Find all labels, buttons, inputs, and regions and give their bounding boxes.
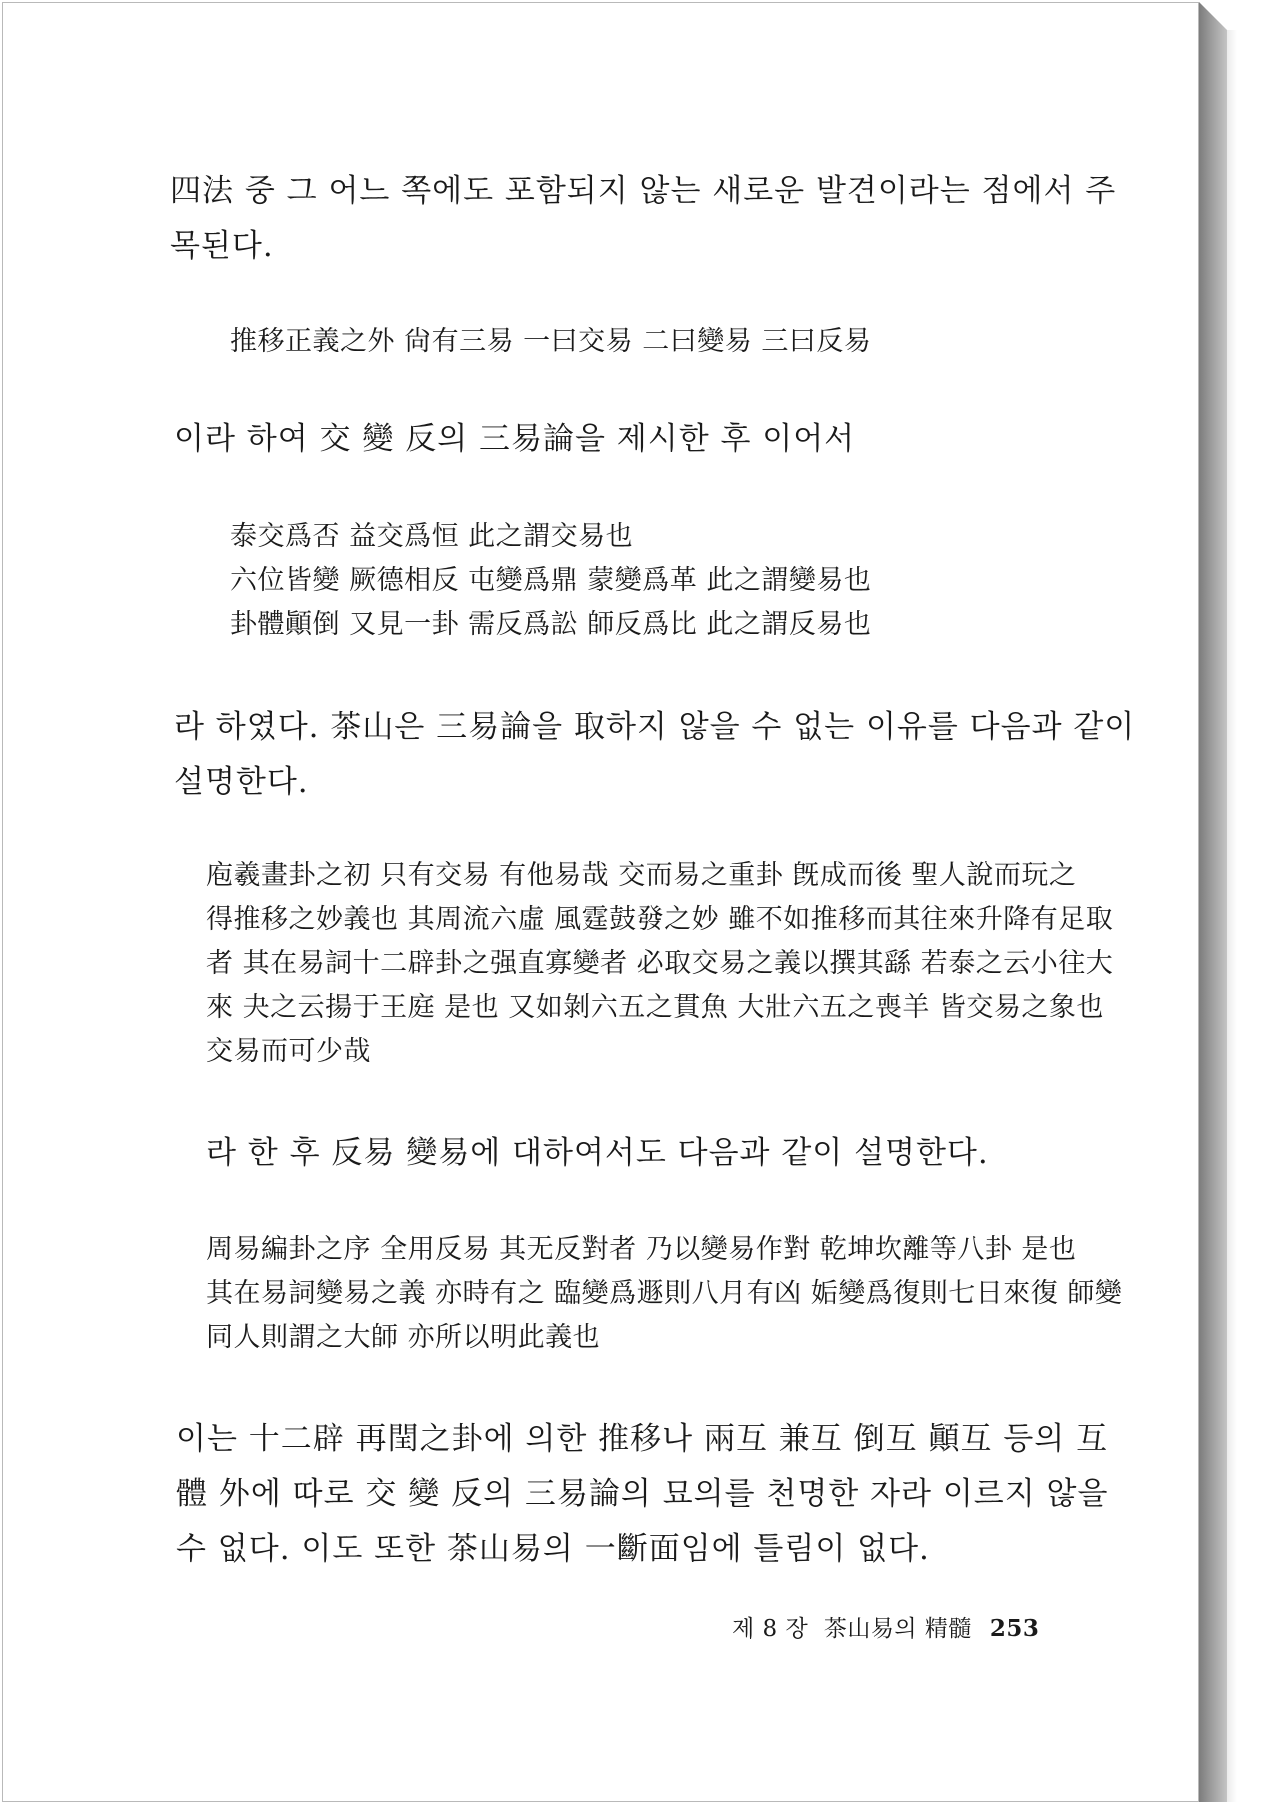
quote-line: 來 夬之云揚于王庭 是也 又如剝六五之貫魚 大壯六五之喪羊 皆交易之象也 [206, 992, 1104, 1023]
quote-3 [206, 854, 1113, 1074]
quote-2 [230, 515, 871, 647]
page-shadow [1227, 30, 1237, 1802]
text-line: 四法 중 그 어느 쪽에도 포함되지 않는 새로운 발견이라는 점에서 주 [170, 173, 1117, 209]
quote-line: 推移正義之外 尙有三易 一曰交易 二曰變易 三曰反易 [230, 326, 872, 357]
text-line: 體 外에 따로 交 變 反의 三易論의 묘의를 천명한 자라 이르지 않을 [176, 1476, 1109, 1512]
text-line: 목된다. [170, 228, 274, 264]
text-line: 이는 十二辟 再閏之卦에 의한 推移나 兩互 兼互 倒互 顚互 등의 互 [176, 1421, 1109, 1457]
text-line: 이라 하여 交 變 反의 三易論을 제시한 후 이어서 [174, 421, 856, 457]
page-edge [1199, 2, 1227, 1802]
paragraph-3 [174, 700, 1135, 810]
paragraph-2 [174, 412, 855, 467]
page-number: 253 [989, 1615, 1040, 1642]
text-line: 수 없다. 이도 또한 茶山易의 一斷面임에 틀림이 없다. [176, 1531, 930, 1567]
quote-line: 六位皆變 厥德相反 屯變爲鼎 蒙變爲革 此之謂變易也 [230, 565, 872, 596]
text-line: 설명한다. [174, 764, 309, 800]
quote-line: 卦體顚倒 又見一卦 需反爲訟 師反爲比 此之謂反易也 [230, 609, 872, 640]
quote-line: 其在易詞變易之義 亦時有之 臨變爲遯則八月有凶 姤變爲復則七日來復 師變 [206, 1278, 1123, 1309]
quote-line: 庖羲畫卦之初 只有交易 有他易哉 交而易之重卦 旣成而後 聖人說而玩之 [206, 860, 1077, 891]
text-line: 라 한 후 反易 變易에 대하여서도 다음과 같이 설명한다. [206, 1135, 989, 1171]
paragraph-4 [206, 1126, 989, 1181]
quote-line: 者 其在易詞十二辟卦之强直寡變者 必取交易之義以撰其繇 若泰之云小往大 [206, 948, 1114, 979]
paragraph-1 [170, 164, 1116, 274]
quote-line: 同人則謂之大師 亦所以明此義也 [206, 1322, 601, 1353]
text-line: 라 하였다. 茶山은 三易論을 取하지 않을 수 없는 이유를 다음과 같이 [174, 709, 1136, 745]
chapter-title: 제 8 장 茶山易의 精髓 [732, 1616, 972, 1642]
quote-1 [230, 320, 871, 364]
quote-line: 交易而可少哉 [206, 1036, 371, 1067]
quote-line: 泰交爲否 益交爲恒 此之謂交易也 [230, 521, 634, 552]
quote-line: 周易編卦之序 全用反易 其无反對者 乃以變易作對 乾坤坎離等八卦 是也 [206, 1234, 1077, 1265]
page-footer [732, 1610, 1039, 1643]
paragraph-5 [176, 1412, 1108, 1577]
quote-4 [206, 1228, 1122, 1360]
quote-line: 得推移之妙義也 其周流六虛 風霆鼓發之妙 雖不如推移而其往來升降有足取 [206, 904, 1114, 935]
